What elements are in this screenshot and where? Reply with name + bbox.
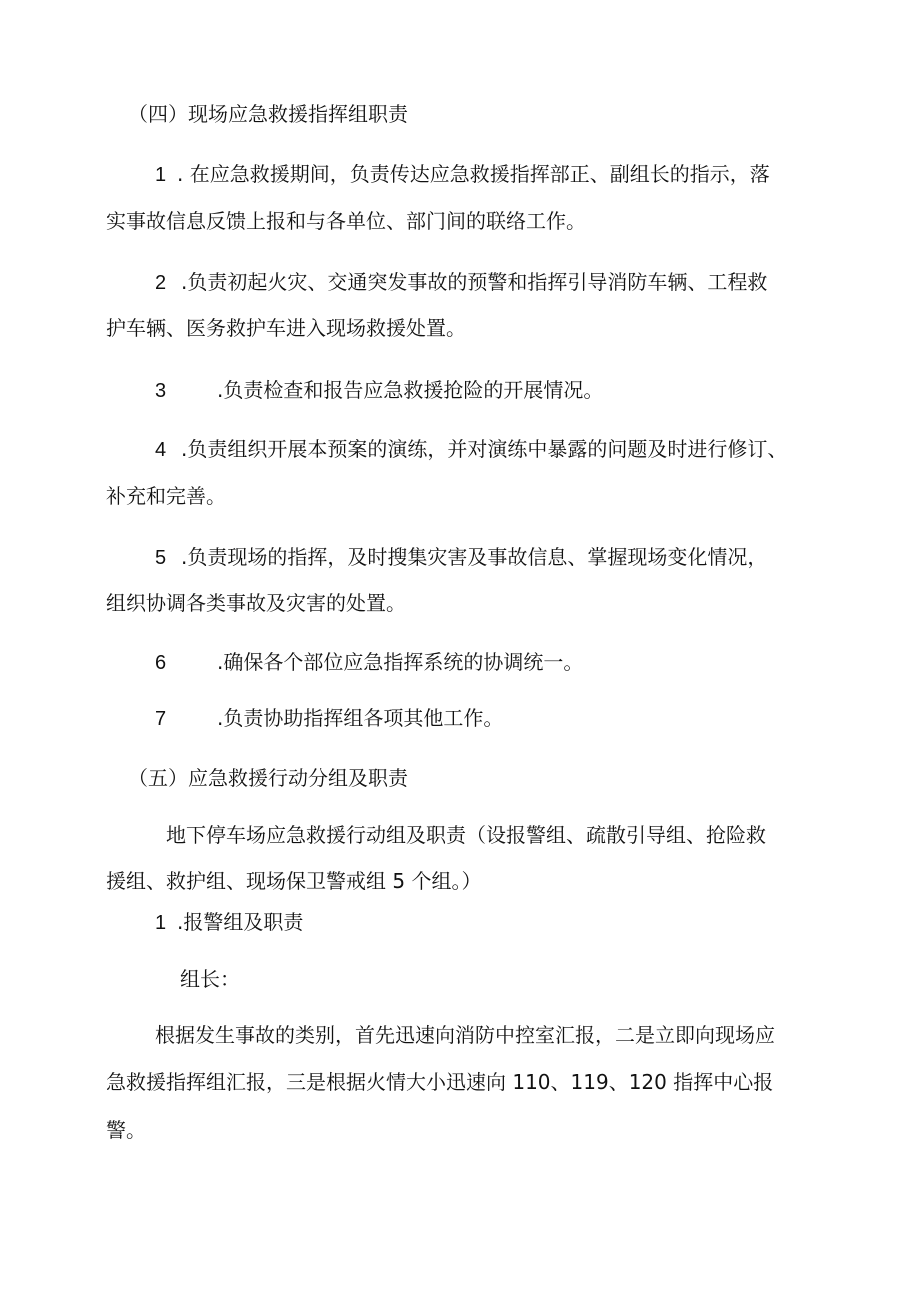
item-3-line-1 (155, 376, 603, 404)
item-4-line-2: 补充和完善。 (106, 484, 226, 508)
group-1-duty-line-1: 根据发生事故的类别，首先迅速向消防中控室汇报，二是立即向现场应 (155, 1023, 775, 1047)
item-7-text: .负责协助指挥组各项其他工作。 (217, 706, 504, 730)
group-1-leader-label: 组长： (180, 967, 240, 991)
item-1-number: 1 (155, 164, 167, 186)
group-1-duty-line-3: 警。 (106, 1118, 146, 1142)
item-1-line-1 (155, 160, 770, 188)
item-7-line-1 (155, 704, 503, 732)
item-1-line-2: 实事故信息反馈上报和与各单位、部门间的联络工作。 (106, 209, 586, 233)
item-5-number: 5 (155, 547, 167, 569)
item-1-text: . 在应急救援期间，负责传达应急救援指挥部正、副组长的指示，落 (177, 162, 770, 186)
item-5-text: .负责现场的指挥，及时搜集灾害及事故信息、掌握现场变化情况， (181, 545, 768, 569)
item-7-number: 7 (155, 708, 167, 730)
item-6-text: .确保各个部位应急指挥系统的协调统一。 (217, 650, 584, 674)
item-2-line-1 (155, 268, 767, 296)
item-6-number: 6 (155, 652, 167, 674)
section-5-intro-line-1: 地下停车场应急救援行动组及职责（设报警组、疏散引导组、抢险救 (166, 823, 766, 847)
section-5-heading: （五）应急救援行动分组及职责 (128, 766, 408, 790)
item-5-line-2: 组织协调各类事故及灾害的处置。 (106, 591, 406, 615)
section-4-heading: （四）现场应急救援指挥组职责 (128, 102, 408, 126)
item-4-number: 4 (155, 439, 167, 461)
item-2-line-2: 护车辆、医务救护车进入现场救援处置。 (106, 316, 466, 340)
group-1-title (155, 908, 303, 936)
group-1-duty-line-2: 急救援指挥组汇报，三是根据火情大小迅速向 110、119、120 指挥中心报 (106, 1070, 774, 1094)
item-3-number: 3 (155, 380, 167, 402)
item-2-text: .负责初起火灾、交通突发事故的预警和指挥引导消防车辆、工程救 (181, 270, 768, 294)
group-1-number: 1 (155, 912, 167, 934)
item-2-number: 2 (155, 272, 167, 294)
item-5-line-1 (155, 543, 767, 571)
item-4-text: .负责组织开展本预案的演练，并对演练中暴露的问题及时进行修订、 (181, 437, 788, 461)
item-3-text: .负责检查和报告应急救援抢险的开展情况。 (217, 378, 604, 402)
item-4-line-1 (155, 435, 787, 463)
section-5-intro-line-2: 援组、救护组、现场保卫警戒组 5 个组。） (106, 869, 482, 893)
item-6-line-1 (155, 648, 583, 676)
group-1-title-text: .报警组及职责 (177, 910, 304, 934)
